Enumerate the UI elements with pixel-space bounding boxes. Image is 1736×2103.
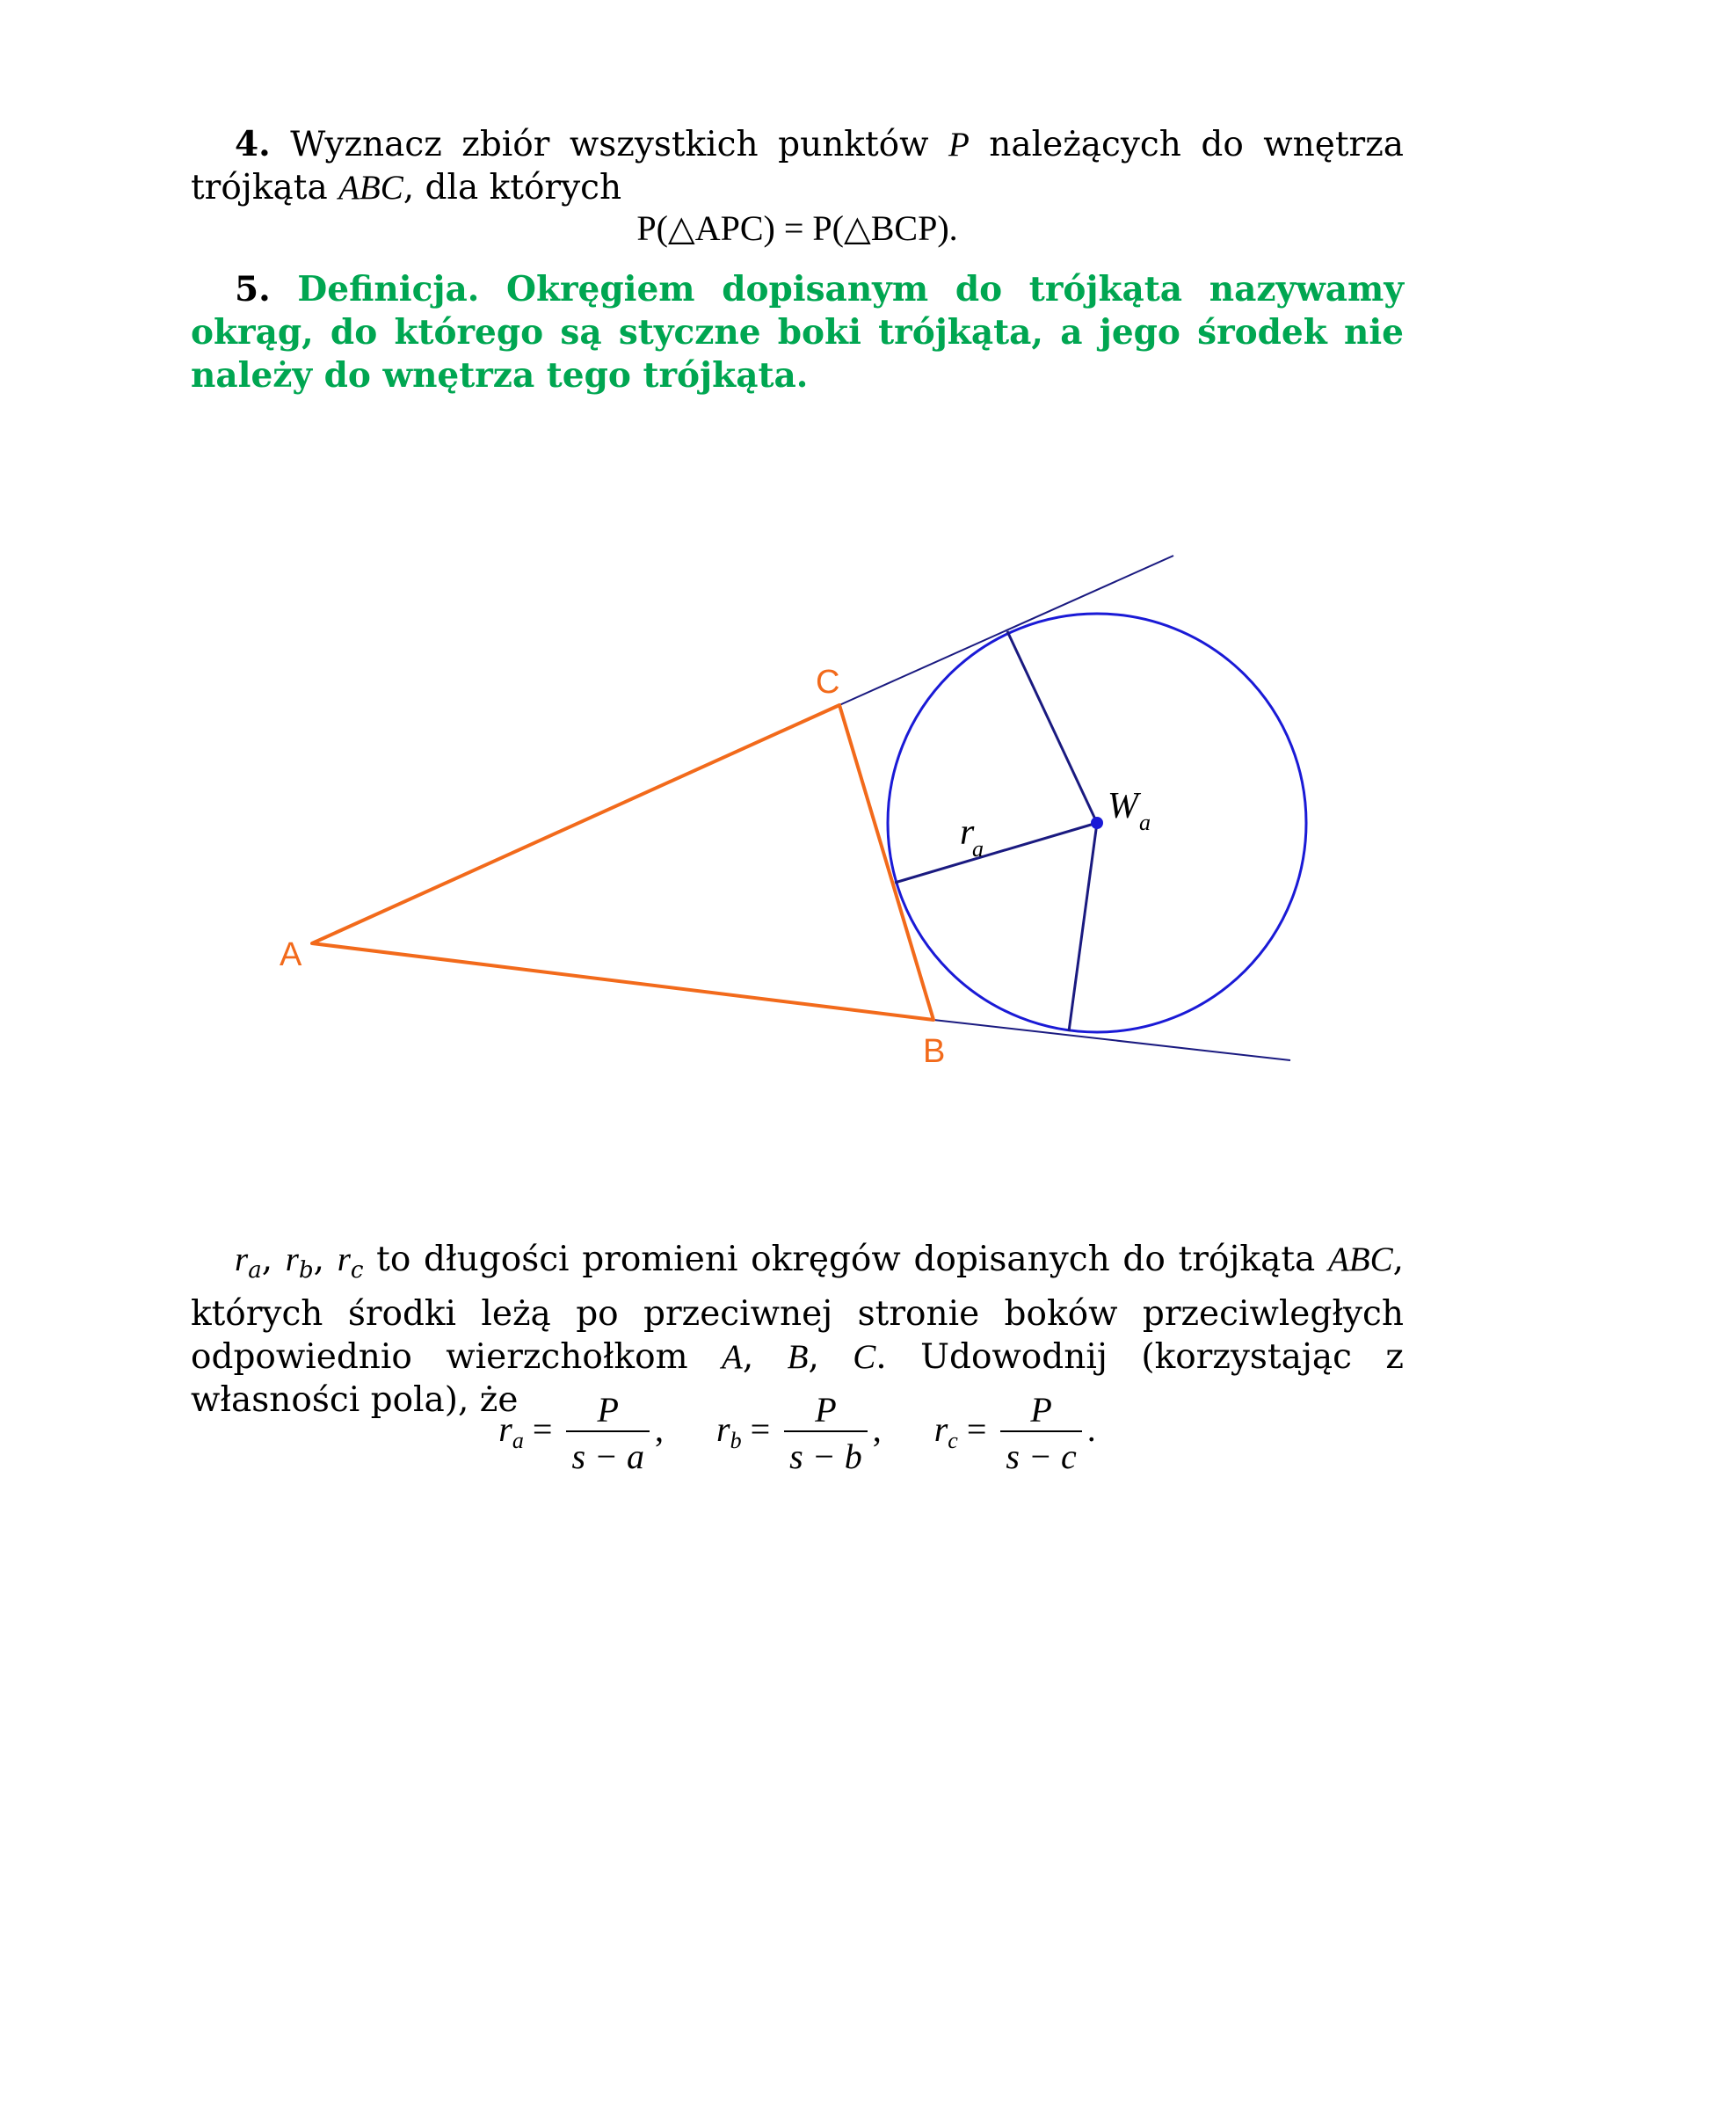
radius-to-bottom-tangent: [1069, 823, 1097, 1031]
rb-symbol: r: [285, 1241, 299, 1278]
label-c: C: [816, 664, 840, 701]
excircle-radius-formulas: [191, 1389, 1404, 1477]
statement-c: C: [853, 1338, 876, 1376]
formula-rb-eq: =: [750, 1409, 771, 1450]
formula-rc-r: r: [933, 1409, 948, 1450]
formula-rc-sub: c: [948, 1428, 958, 1454]
formula-rb-num: P: [815, 1390, 837, 1430]
label-r-sub: a: [972, 836, 984, 862]
label-b: B: [923, 1033, 946, 1070]
formula-ra-sub: a: [512, 1428, 524, 1454]
statement-text-a: to długości promieni okręgów dopisanych do trójkąta: [363, 1240, 1328, 1279]
ra-sub: a: [248, 1257, 262, 1284]
triangle-abc: [312, 705, 933, 1020]
problem-4-equation: P(△APC) = P(△BCP).: [636, 208, 958, 248]
formula-rb-den: s − b: [784, 1430, 868, 1477]
problem-4-text-c: , dla których: [403, 168, 622, 207]
statement-a: A: [722, 1338, 743, 1376]
ra-symbol: r: [235, 1241, 249, 1278]
formula-rc-num: P: [1030, 1390, 1052, 1430]
formula-ra-eq: =: [532, 1409, 553, 1450]
label-r: r: [960, 812, 975, 853]
formula-ra-r: r: [498, 1409, 512, 1450]
problem-5-number: 5.: [235, 269, 271, 309]
tangent-line-bottom: [933, 1020, 1290, 1060]
rc-symbol: r: [337, 1241, 351, 1278]
statement-b: B: [787, 1338, 809, 1376]
statement-text-b: , których środki leżą po przeciwnej stronie boków przeciwległych odpowiednio wierzchołkom: [191, 1240, 1405, 1377]
formula-comma-1: ,: [655, 1409, 664, 1450]
problem-4-number: 4.: [235, 124, 271, 164]
label-a: A: [280, 936, 302, 973]
var-p: P: [948, 126, 970, 164]
tangent-line-top: [839, 556, 1173, 705]
radius-to-top-tangent: [1007, 631, 1097, 823]
formula-ra-num: P: [597, 1390, 619, 1430]
var-abc: ABC: [338, 169, 403, 207]
formula-rc-fraction: [1000, 1389, 1081, 1477]
formula-rb-sub: b: [730, 1428, 742, 1454]
definition-text: Definicja. Okręgiem dopisanym do trójkąta nazywamy okrąg, do którego są styczne boki trójkąta, a jego środek nie należy do wnętrza tego trójkąta.: [191, 269, 1404, 396]
center-point-wa: [1091, 817, 1103, 829]
formula-ra-fraction: [566, 1389, 650, 1477]
formula-rc-den: s − c: [1000, 1430, 1081, 1477]
radius-ra: [895, 823, 1097, 883]
rb-sub: b: [298, 1257, 314, 1284]
formula-rb-fraction: [784, 1389, 868, 1477]
formula-comma-2: ,: [872, 1409, 882, 1450]
statement-text-c: . Udowodnij (korzystając z własności pola), że: [191, 1337, 1404, 1420]
statement-text: $r_a$, $r_b$, $r_c$ to długości promieni okręgów dopisanych do trójkąta ABC, których środki leżą po przeciwnej stronie boków przeciwległych odpowiednio wierzchołkom A, B, C. Udowodnij (korzystając z własności pola), że: [191, 1240, 1405, 1420]
formula-rc-eq: =: [966, 1409, 987, 1450]
label-w: W: [1108, 786, 1138, 826]
formula-ra-den: s − a: [566, 1430, 650, 1477]
statement-abc: ABC: [1327, 1241, 1393, 1278]
problem-4-text-b: należących do wnętrza trójkąta: [191, 125, 1404, 207]
problem-4-text-a: Wyznacz zbiór wszystkich punktów: [270, 125, 948, 164]
formula-period: .: [1086, 1409, 1096, 1450]
formula-rb-r: r: [716, 1409, 730, 1450]
rc-sub: c: [350, 1257, 364, 1284]
label-w-sub: a: [1139, 810, 1151, 835]
